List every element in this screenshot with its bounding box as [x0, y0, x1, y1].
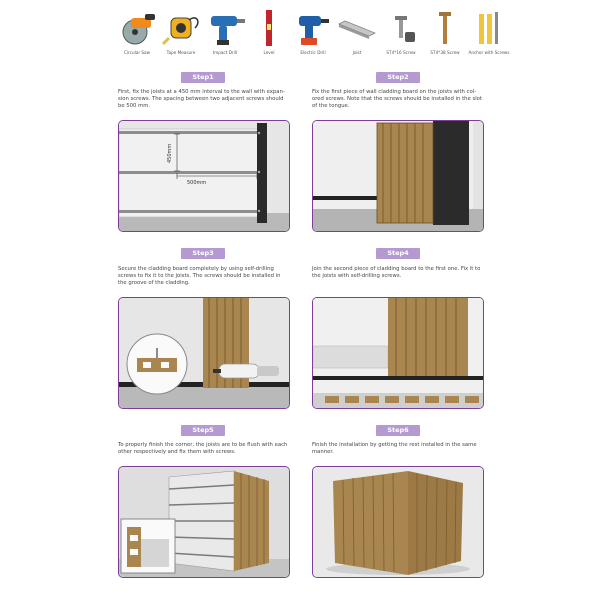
tool-screw — [379, 8, 423, 60]
anchor-icon — [467, 8, 511, 48]
tool-anchor — [467, 8, 511, 60]
step2-badge: Step2 — [376, 72, 420, 83]
tool-tape-measure — [159, 8, 203, 60]
step6-illustration — [312, 466, 484, 578]
step2-text: Fix the first piece of wall cladding board on the joists with col-ored screws. Note that the screws should be installed in the slot of the tongue. — [312, 89, 482, 110]
tools-row — [115, 8, 510, 60]
impact-drill-icon — [203, 8, 247, 48]
step1-badge: Step1 — [181, 72, 225, 83]
joist-icon — [335, 8, 379, 48]
tool-label: ST4*16 Screw — [386, 50, 416, 55]
step4-text: Join the second piece of cladding board to the first one. Fix it to the joists with self-drilling screws. — [312, 266, 481, 280]
tool-label: Circular Saw — [123, 50, 151, 55]
electric-drill-icon — [291, 8, 335, 48]
tool-label: Anchor with Screws — [468, 50, 510, 55]
step3-text: Secure the cladding board completely by using self-drilling screws to fix it to the joists. The screws should be installed in the groove of the cladding. — [118, 266, 281, 287]
step4-illustration — [312, 297, 484, 409]
tool-label: Electric Drill — [300, 50, 326, 55]
step3-illustration — [118, 297, 290, 409]
long-screw-icon — [423, 8, 467, 48]
step2-illustration — [312, 120, 484, 232]
circular-saw-icon — [115, 8, 159, 48]
step5-text: To properly finish the corner, the joists are to be flush with each other respectively and fix them with screws. — [118, 442, 288, 456]
step6-badge: Step6 — [376, 425, 420, 436]
step5-illustration — [118, 466, 290, 578]
tool-circular-saw — [115, 8, 159, 60]
step5-badge: Step5 — [181, 425, 225, 436]
tool-joist — [335, 8, 379, 60]
tool-electric-drill — [291, 8, 335, 60]
step1-text: First, fix the joists at a 450 mm interval to the wall with expan-sion screws. The spacing between two adjacent screws should be 500 mm. — [118, 89, 285, 110]
tool-label: ST4*38 Screw — [430, 50, 460, 55]
tool-impact-drill — [203, 8, 247, 60]
screw-icon — [379, 8, 423, 48]
tool-label: Impact Drill — [212, 50, 238, 55]
step1-illustration — [118, 120, 290, 232]
tool-level — [247, 8, 291, 60]
step4-badge: Step4 — [376, 248, 420, 259]
dimension-500: 500mm — [187, 180, 207, 186]
tool-long-screw — [423, 8, 467, 60]
dimension-450: 450mm — [167, 143, 173, 163]
step3-badge: Step3 — [181, 248, 225, 259]
tool-label: Joist — [352, 50, 362, 55]
tool-label: Tape Measure — [166, 50, 196, 55]
step6-text: Finish the installation by getting the rest installed in the same manner. — [312, 442, 477, 456]
level-icon — [247, 8, 291, 48]
tool-label: Level — [263, 50, 275, 55]
tape-measure-icon — [159, 8, 203, 48]
